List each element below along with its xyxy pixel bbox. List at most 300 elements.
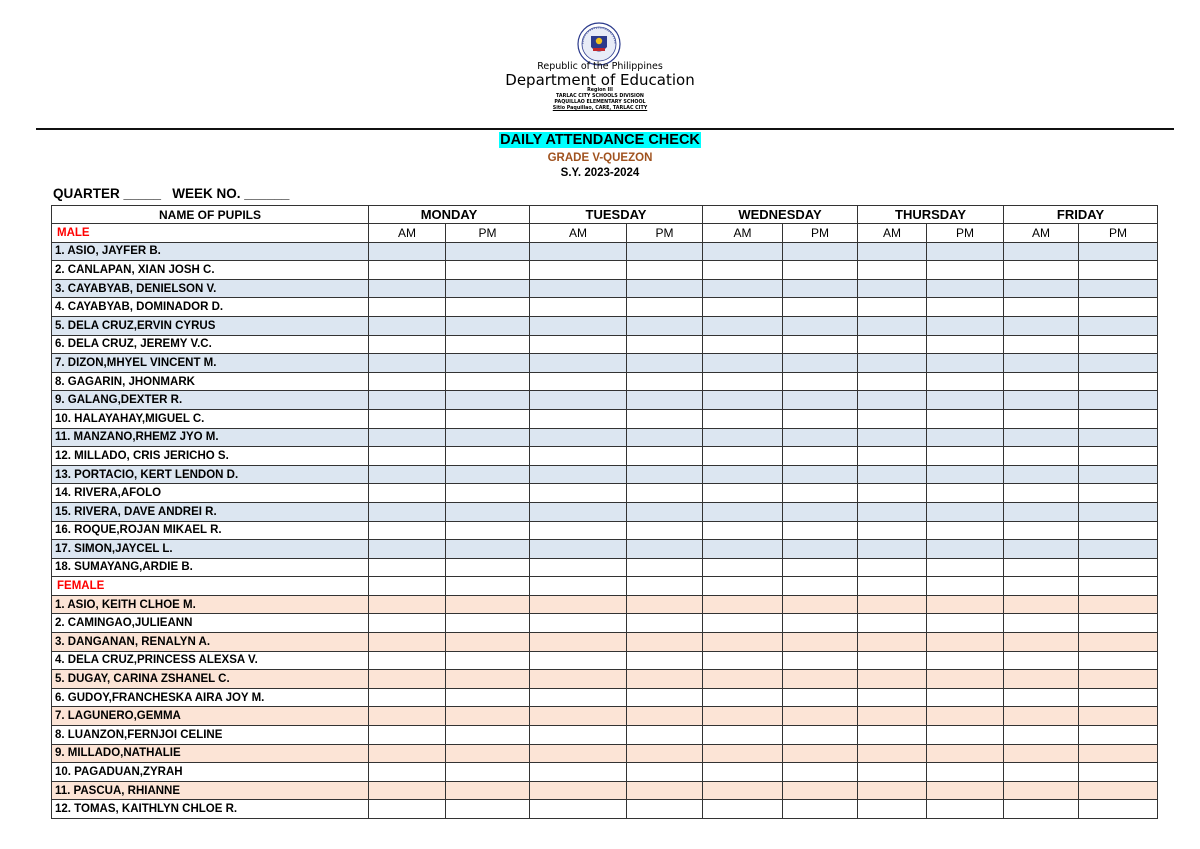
attendance-cell[interactable] [1079, 428, 1158, 447]
attendance-cell[interactable] [530, 688, 627, 707]
attendance-cell[interactable] [1079, 688, 1158, 707]
attendance-cell[interactable] [783, 465, 858, 484]
attendance-cell[interactable] [446, 316, 530, 335]
attendance-cell[interactable] [858, 447, 927, 466]
attendance-cell[interactable] [1079, 614, 1158, 633]
attendance-cell[interactable] [627, 447, 703, 466]
attendance-cell[interactable] [1004, 354, 1079, 373]
attendance-cell[interactable] [927, 279, 1004, 298]
attendance-cell[interactable] [369, 242, 446, 261]
attendance-cell[interactable] [530, 670, 627, 689]
attendance-cell[interactable] [927, 707, 1004, 726]
attendance-cell[interactable] [783, 558, 858, 577]
attendance-cell[interactable] [530, 521, 627, 540]
attendance-cell[interactable] [369, 409, 446, 428]
attendance-cell[interactable] [627, 242, 703, 261]
attendance-cell[interactable] [627, 595, 703, 614]
attendance-cell[interactable] [783, 242, 858, 261]
attendance-cell[interactable] [858, 372, 927, 391]
attendance-cell[interactable] [858, 781, 927, 800]
attendance-cell[interactable] [1004, 465, 1079, 484]
attendance-cell[interactable] [703, 763, 783, 782]
attendance-cell[interactable] [627, 781, 703, 800]
attendance-cell[interactable] [783, 744, 858, 763]
attendance-cell[interactable] [858, 558, 927, 577]
attendance-cell[interactable] [858, 800, 927, 819]
attendance-cell[interactable] [1079, 279, 1158, 298]
attendance-cell[interactable] [783, 279, 858, 298]
attendance-cell[interactable] [783, 781, 858, 800]
attendance-cell[interactable] [858, 540, 927, 559]
attendance-cell[interactable] [446, 372, 530, 391]
attendance-cell[interactable] [1079, 521, 1158, 540]
attendance-cell[interactable] [927, 465, 1004, 484]
attendance-cell[interactable] [369, 335, 446, 354]
attendance-cell[interactable] [783, 651, 858, 670]
attendance-cell[interactable] [783, 577, 858, 596]
attendance-cell[interactable] [703, 595, 783, 614]
attendance-cell[interactable] [858, 409, 927, 428]
attendance-cell[interactable] [703, 633, 783, 652]
attendance-cell[interactable] [858, 577, 927, 596]
attendance-cell[interactable] [783, 595, 858, 614]
attendance-cell[interactable] [1004, 316, 1079, 335]
attendance-cell[interactable] [627, 316, 703, 335]
attendance-cell[interactable] [783, 670, 858, 689]
attendance-cell[interactable] [1079, 502, 1158, 521]
attendance-cell[interactable] [703, 279, 783, 298]
attendance-cell[interactable] [1004, 670, 1079, 689]
attendance-cell[interactable] [858, 298, 927, 317]
attendance-cell[interactable] [1079, 800, 1158, 819]
attendance-cell[interactable] [858, 688, 927, 707]
attendance-cell[interactable] [446, 298, 530, 317]
attendance-cell[interactable] [369, 521, 446, 540]
attendance-cell[interactable] [1004, 409, 1079, 428]
attendance-cell[interactable] [783, 298, 858, 317]
attendance-cell[interactable] [703, 261, 783, 280]
attendance-cell[interactable] [627, 409, 703, 428]
attendance-cell[interactable] [1004, 595, 1079, 614]
attendance-cell[interactable] [1079, 633, 1158, 652]
attendance-cell[interactable] [858, 763, 927, 782]
attendance-cell[interactable] [369, 651, 446, 670]
attendance-cell[interactable] [1004, 484, 1079, 503]
attendance-cell[interactable] [703, 242, 783, 261]
attendance-cell[interactable] [1004, 261, 1079, 280]
attendance-cell[interactable] [927, 614, 1004, 633]
attendance-cell[interactable] [703, 688, 783, 707]
attendance-cell[interactable] [369, 744, 446, 763]
attendance-cell[interactable] [369, 688, 446, 707]
attendance-cell[interactable] [627, 372, 703, 391]
attendance-cell[interactable] [858, 335, 927, 354]
attendance-cell[interactable] [1079, 484, 1158, 503]
attendance-cell[interactable] [369, 781, 446, 800]
attendance-cell[interactable] [530, 447, 627, 466]
attendance-cell[interactable] [446, 651, 530, 670]
attendance-cell[interactable] [446, 261, 530, 280]
attendance-cell[interactable] [446, 447, 530, 466]
attendance-cell[interactable] [1079, 577, 1158, 596]
attendance-cell[interactable] [530, 800, 627, 819]
attendance-cell[interactable] [1004, 614, 1079, 633]
attendance-cell[interactable] [446, 521, 530, 540]
attendance-cell[interactable] [446, 614, 530, 633]
attendance-cell[interactable] [369, 428, 446, 447]
attendance-cell[interactable] [627, 726, 703, 745]
attendance-cell[interactable] [627, 428, 703, 447]
attendance-cell[interactable] [369, 316, 446, 335]
attendance-cell[interactable] [369, 614, 446, 633]
attendance-cell[interactable] [858, 391, 927, 410]
attendance-cell[interactable] [783, 335, 858, 354]
attendance-cell[interactable] [446, 391, 530, 410]
attendance-cell[interactable] [783, 763, 858, 782]
attendance-cell[interactable] [927, 521, 1004, 540]
attendance-cell[interactable] [627, 354, 703, 373]
attendance-cell[interactable] [1004, 781, 1079, 800]
attendance-cell[interactable] [783, 372, 858, 391]
attendance-cell[interactable] [783, 261, 858, 280]
attendance-cell[interactable] [927, 261, 1004, 280]
attendance-cell[interactable] [1004, 651, 1079, 670]
attendance-cell[interactable] [927, 763, 1004, 782]
attendance-cell[interactable] [703, 298, 783, 317]
attendance-cell[interactable] [927, 688, 1004, 707]
attendance-cell[interactable] [446, 688, 530, 707]
attendance-cell[interactable] [1004, 521, 1079, 540]
attendance-cell[interactable] [446, 484, 530, 503]
attendance-cell[interactable] [530, 316, 627, 335]
attendance-cell[interactable] [530, 726, 627, 745]
attendance-cell[interactable] [703, 521, 783, 540]
attendance-cell[interactable] [627, 465, 703, 484]
attendance-cell[interactable] [783, 800, 858, 819]
attendance-cell[interactable] [530, 261, 627, 280]
attendance-cell[interactable] [530, 707, 627, 726]
attendance-cell[interactable] [627, 614, 703, 633]
attendance-cell[interactable] [927, 335, 1004, 354]
attendance-cell[interactable] [703, 484, 783, 503]
attendance-cell[interactable] [530, 409, 627, 428]
attendance-cell[interactable] [1004, 633, 1079, 652]
attendance-cell[interactable] [858, 428, 927, 447]
attendance-cell[interactable] [446, 540, 530, 559]
attendance-cell[interactable] [703, 354, 783, 373]
attendance-cell[interactable] [858, 465, 927, 484]
attendance-cell[interactable] [783, 409, 858, 428]
attendance-cell[interactable] [783, 484, 858, 503]
attendance-cell[interactable] [627, 298, 703, 317]
attendance-cell[interactable] [530, 428, 627, 447]
attendance-cell[interactable] [927, 372, 1004, 391]
attendance-cell[interactable] [627, 744, 703, 763]
attendance-cell[interactable] [703, 372, 783, 391]
attendance-cell[interactable] [858, 707, 927, 726]
attendance-cell[interactable] [627, 335, 703, 354]
attendance-cell[interactable] [369, 763, 446, 782]
attendance-cell[interactable] [858, 614, 927, 633]
attendance-cell[interactable] [446, 707, 530, 726]
attendance-cell[interactable] [530, 558, 627, 577]
attendance-cell[interactable] [369, 354, 446, 373]
attendance-cell[interactable] [369, 577, 446, 596]
attendance-cell[interactable] [703, 744, 783, 763]
attendance-cell[interactable] [783, 391, 858, 410]
attendance-cell[interactable] [1079, 391, 1158, 410]
attendance-cell[interactable] [1004, 242, 1079, 261]
attendance-cell[interactable] [627, 688, 703, 707]
attendance-cell[interactable] [1004, 502, 1079, 521]
attendance-cell[interactable] [927, 633, 1004, 652]
attendance-cell[interactable] [530, 335, 627, 354]
attendance-cell[interactable] [1079, 540, 1158, 559]
attendance-cell[interactable] [703, 391, 783, 410]
attendance-cell[interactable] [1004, 298, 1079, 317]
attendance-cell[interactable] [783, 521, 858, 540]
attendance-cell[interactable] [927, 242, 1004, 261]
attendance-cell[interactable] [1004, 540, 1079, 559]
attendance-cell[interactable] [627, 279, 703, 298]
attendance-cell[interactable] [1004, 372, 1079, 391]
attendance-cell[interactable] [1079, 372, 1158, 391]
attendance-cell[interactable] [446, 670, 530, 689]
attendance-cell[interactable] [369, 670, 446, 689]
attendance-cell[interactable] [1079, 447, 1158, 466]
attendance-cell[interactable] [783, 707, 858, 726]
attendance-cell[interactable] [1004, 707, 1079, 726]
attendance-cell[interactable] [858, 744, 927, 763]
attendance-cell[interactable] [858, 670, 927, 689]
attendance-cell[interactable] [858, 261, 927, 280]
attendance-cell[interactable] [703, 540, 783, 559]
attendance-cell[interactable] [369, 726, 446, 745]
attendance-cell[interactable] [927, 502, 1004, 521]
attendance-cell[interactable] [446, 428, 530, 447]
attendance-cell[interactable] [446, 577, 530, 596]
attendance-cell[interactable] [530, 540, 627, 559]
attendance-cell[interactable] [703, 577, 783, 596]
attendance-cell[interactable] [530, 781, 627, 800]
attendance-cell[interactable] [703, 558, 783, 577]
attendance-cell[interactable] [858, 521, 927, 540]
attendance-cell[interactable] [627, 763, 703, 782]
attendance-cell[interactable] [1079, 335, 1158, 354]
attendance-cell[interactable] [446, 409, 530, 428]
attendance-cell[interactable] [783, 633, 858, 652]
attendance-cell[interactable] [703, 781, 783, 800]
attendance-cell[interactable] [1004, 726, 1079, 745]
attendance-cell[interactable] [927, 781, 1004, 800]
attendance-cell[interactable] [703, 726, 783, 745]
attendance-cell[interactable] [858, 484, 927, 503]
attendance-cell[interactable] [927, 391, 1004, 410]
attendance-cell[interactable] [1079, 595, 1158, 614]
attendance-cell[interactable] [369, 633, 446, 652]
attendance-cell[interactable] [858, 726, 927, 745]
attendance-cell[interactable] [703, 707, 783, 726]
attendance-cell[interactable] [1004, 577, 1079, 596]
attendance-cell[interactable] [446, 242, 530, 261]
attendance-cell[interactable] [530, 763, 627, 782]
attendance-cell[interactable] [446, 354, 530, 373]
attendance-cell[interactable] [703, 502, 783, 521]
attendance-cell[interactable] [858, 279, 927, 298]
attendance-cell[interactable] [703, 428, 783, 447]
attendance-cell[interactable] [369, 558, 446, 577]
attendance-cell[interactable] [1079, 744, 1158, 763]
attendance-cell[interactable] [1079, 298, 1158, 317]
attendance-cell[interactable] [1004, 763, 1079, 782]
attendance-cell[interactable] [530, 614, 627, 633]
attendance-cell[interactable] [627, 670, 703, 689]
attendance-cell[interactable] [446, 800, 530, 819]
attendance-cell[interactable] [1079, 316, 1158, 335]
attendance-cell[interactable] [530, 744, 627, 763]
attendance-cell[interactable] [1004, 688, 1079, 707]
attendance-cell[interactable] [858, 242, 927, 261]
attendance-cell[interactable] [369, 502, 446, 521]
attendance-cell[interactable] [369, 595, 446, 614]
attendance-cell[interactable] [627, 707, 703, 726]
attendance-cell[interactable] [1079, 781, 1158, 800]
attendance-cell[interactable] [858, 651, 927, 670]
attendance-cell[interactable] [783, 688, 858, 707]
attendance-cell[interactable] [783, 614, 858, 633]
attendance-cell[interactable] [783, 540, 858, 559]
attendance-cell[interactable] [530, 633, 627, 652]
attendance-cell[interactable] [858, 502, 927, 521]
attendance-cell[interactable] [1004, 447, 1079, 466]
attendance-cell[interactable] [369, 447, 446, 466]
attendance-cell[interactable] [1004, 800, 1079, 819]
attendance-cell[interactable] [927, 651, 1004, 670]
attendance-cell[interactable] [927, 316, 1004, 335]
attendance-cell[interactable] [369, 540, 446, 559]
attendance-cell[interactable] [446, 763, 530, 782]
attendance-cell[interactable] [369, 391, 446, 410]
attendance-cell[interactable] [927, 595, 1004, 614]
attendance-cell[interactable] [1004, 335, 1079, 354]
attendance-cell[interactable] [530, 502, 627, 521]
attendance-cell[interactable] [446, 781, 530, 800]
attendance-cell[interactable] [927, 558, 1004, 577]
attendance-cell[interactable] [530, 372, 627, 391]
attendance-cell[interactable] [530, 354, 627, 373]
attendance-cell[interactable] [703, 316, 783, 335]
attendance-cell[interactable] [783, 428, 858, 447]
attendance-cell[interactable] [783, 726, 858, 745]
attendance-cell[interactable] [703, 409, 783, 428]
attendance-cell[interactable] [446, 726, 530, 745]
attendance-cell[interactable] [446, 595, 530, 614]
attendance-cell[interactable] [627, 391, 703, 410]
attendance-cell[interactable] [446, 465, 530, 484]
attendance-cell[interactable] [446, 335, 530, 354]
attendance-cell[interactable] [1079, 651, 1158, 670]
attendance-cell[interactable] [627, 651, 703, 670]
attendance-cell[interactable] [369, 261, 446, 280]
attendance-cell[interactable] [446, 502, 530, 521]
attendance-cell[interactable] [530, 242, 627, 261]
attendance-cell[interactable] [530, 651, 627, 670]
attendance-cell[interactable] [530, 391, 627, 410]
attendance-cell[interactable] [369, 279, 446, 298]
attendance-cell[interactable] [703, 651, 783, 670]
attendance-cell[interactable] [858, 595, 927, 614]
attendance-cell[interactable] [783, 447, 858, 466]
attendance-cell[interactable] [446, 633, 530, 652]
attendance-cell[interactable] [858, 633, 927, 652]
attendance-cell[interactable] [369, 800, 446, 819]
attendance-cell[interactable] [1004, 391, 1079, 410]
attendance-cell[interactable] [1079, 726, 1158, 745]
attendance-cell[interactable] [703, 335, 783, 354]
attendance-cell[interactable] [703, 447, 783, 466]
attendance-cell[interactable] [530, 484, 627, 503]
attendance-cell[interactable] [369, 465, 446, 484]
attendance-cell[interactable] [369, 372, 446, 391]
attendance-cell[interactable] [927, 354, 1004, 373]
attendance-cell[interactable] [703, 614, 783, 633]
attendance-cell[interactable] [446, 558, 530, 577]
attendance-cell[interactable] [627, 633, 703, 652]
attendance-cell[interactable] [1079, 465, 1158, 484]
attendance-cell[interactable] [1004, 279, 1079, 298]
attendance-cell[interactable] [627, 521, 703, 540]
attendance-cell[interactable] [1079, 707, 1158, 726]
attendance-cell[interactable] [627, 261, 703, 280]
attendance-cell[interactable] [530, 595, 627, 614]
attendance-cell[interactable] [927, 298, 1004, 317]
attendance-cell[interactable] [627, 577, 703, 596]
attendance-cell[interactable] [1004, 428, 1079, 447]
attendance-cell[interactable] [1079, 409, 1158, 428]
attendance-cell[interactable] [1079, 354, 1158, 373]
attendance-cell[interactable] [927, 726, 1004, 745]
attendance-cell[interactable] [627, 484, 703, 503]
attendance-cell[interactable] [927, 484, 1004, 503]
attendance-cell[interactable] [369, 484, 446, 503]
attendance-cell[interactable] [858, 316, 927, 335]
attendance-cell[interactable] [927, 800, 1004, 819]
attendance-cell[interactable] [530, 465, 627, 484]
attendance-cell[interactable] [927, 577, 1004, 596]
attendance-cell[interactable] [1079, 670, 1158, 689]
attendance-cell[interactable] [783, 354, 858, 373]
attendance-cell[interactable] [783, 502, 858, 521]
attendance-cell[interactable] [1004, 744, 1079, 763]
attendance-cell[interactable] [1004, 558, 1079, 577]
attendance-cell[interactable] [927, 670, 1004, 689]
attendance-cell[interactable] [627, 800, 703, 819]
attendance-cell[interactable] [369, 707, 446, 726]
attendance-cell[interactable] [703, 800, 783, 819]
attendance-cell[interactable] [927, 428, 1004, 447]
attendance-cell[interactable] [369, 298, 446, 317]
attendance-cell[interactable] [703, 465, 783, 484]
attendance-cell[interactable] [530, 279, 627, 298]
attendance-cell[interactable] [927, 447, 1004, 466]
attendance-cell[interactable] [703, 670, 783, 689]
attendance-cell[interactable] [1079, 558, 1158, 577]
attendance-cell[interactable] [446, 744, 530, 763]
attendance-cell[interactable] [1079, 261, 1158, 280]
attendance-cell[interactable] [927, 744, 1004, 763]
attendance-cell[interactable] [927, 540, 1004, 559]
attendance-cell[interactable] [530, 298, 627, 317]
